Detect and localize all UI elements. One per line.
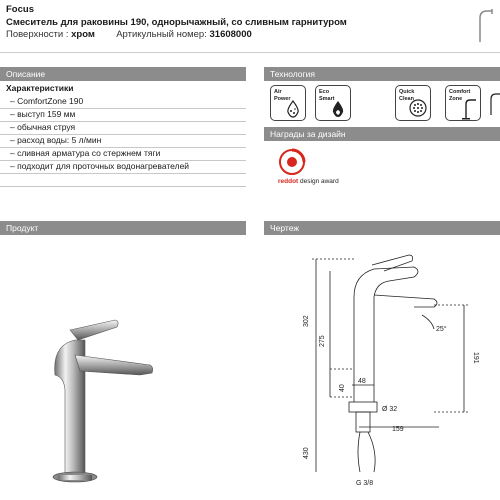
award-brand-rest: design award <box>298 178 339 185</box>
section-title-awards: Награды за дизайн <box>270 129 346 139</box>
list-item: – подходит для проточных водонагревателей <box>6 160 246 173</box>
section-bar-description <box>0 67 246 81</box>
article-label: Артикульный номер: <box>116 29 207 40</box>
dim-191: 191 <box>472 352 479 364</box>
dim-302: 302 <box>303 315 310 327</box>
dim-159: 159 <box>392 426 404 433</box>
product-title: Смеситель для раковины 190, однорычажный, со сливным гарнитуром <box>6 16 347 28</box>
list-item: – выступ 159 мм <box>6 108 246 121</box>
section-bar-product <box>0 221 246 235</box>
dim-40: 40 <box>339 384 346 392</box>
eco-smart-icon: Eco Smart <box>315 85 351 121</box>
dim-275: 275 <box>319 335 326 347</box>
surface-value: хром <box>71 29 95 40</box>
award-brand-red: reddot <box>278 178 299 185</box>
award-caption <box>278 178 339 185</box>
brand-logo-icon <box>474 8 494 42</box>
dim-25: 25° <box>436 326 447 333</box>
dim-g38: G 3/8 <box>356 480 374 487</box>
quick-clean-icon: Quick Clean <box>395 85 431 121</box>
list-item: – расход воды: 5 л/мин <box>6 134 246 147</box>
air-power-icon: Air Power <box>270 85 306 121</box>
section-title-description: Описание <box>6 69 46 79</box>
section-title-product: Продукт <box>6 223 39 233</box>
dim-430: 430 <box>303 447 310 459</box>
faucet-icon <box>488 91 500 115</box>
meta-line <box>6 29 446 42</box>
characteristics-heading: Характеристики <box>6 83 74 93</box>
section-bar-awards <box>264 127 500 141</box>
reddot-award-icon <box>278 148 306 176</box>
surface-label: Поверхности : <box>6 29 69 40</box>
section-bar-technology <box>264 67 500 81</box>
section-title-technology: Технология <box>270 69 315 79</box>
list-item: – обычная струя <box>6 121 246 134</box>
article-value: 31608000 <box>209 29 252 40</box>
dim-48: 48 <box>358 378 366 385</box>
product-header <box>6 4 446 42</box>
product-photo <box>20 315 160 490</box>
dim-32: Ø 32 <box>382 406 398 413</box>
list-item: – сливная арматура со стержнем тяги <box>6 147 246 160</box>
product-name: Focus <box>6 4 34 15</box>
header-divider <box>0 52 500 53</box>
section-bar-drawing <box>264 221 500 235</box>
comfort-zone-icon: Comfort Zone <box>445 85 481 121</box>
technical-drawing <box>264 237 500 497</box>
list-item: – ComfortZone 190 <box>6 95 246 108</box>
section-title-drawing: Чертеж <box>270 223 300 233</box>
